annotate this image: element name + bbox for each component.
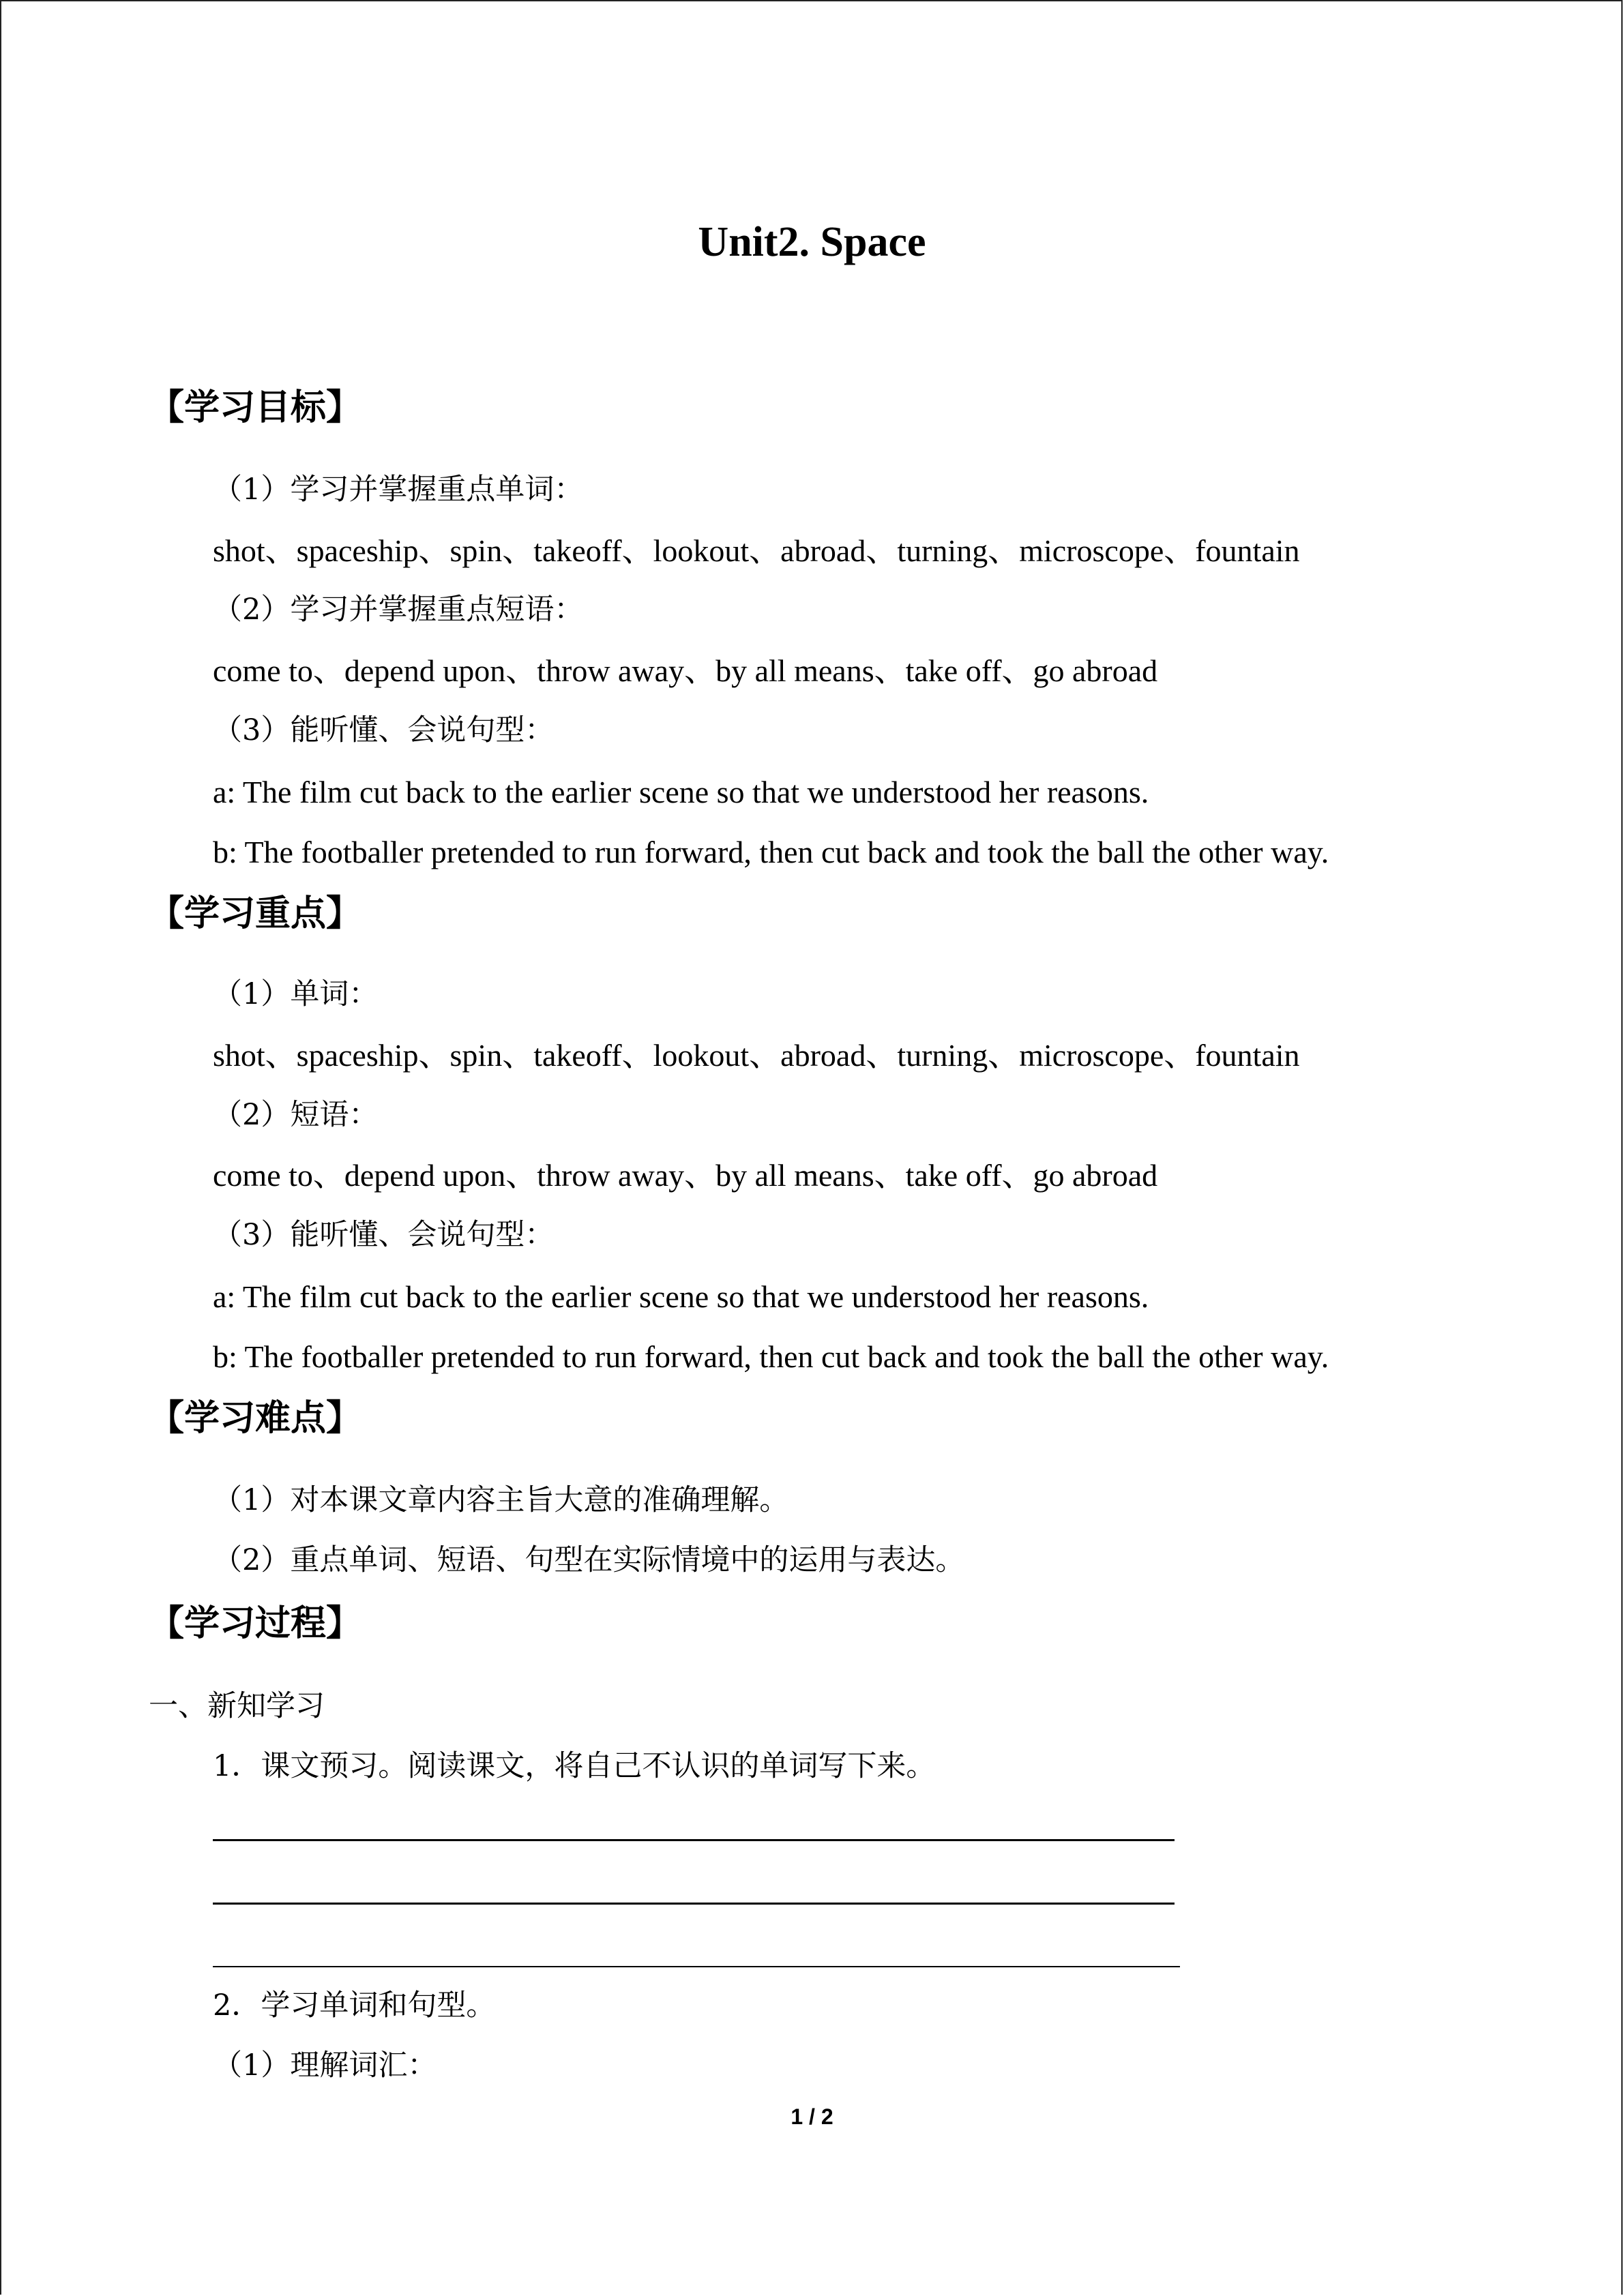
key-points-sentence-a: a: The film cut back to the earlier scene so that we understood her reasons. xyxy=(213,1279,1149,1314)
objectives-sentence-b: b: The footballer pretended to run forward, then cut back and took the ball the other way. xyxy=(213,835,1329,869)
answer-blank-line[interactable] xyxy=(213,1903,1175,1905)
page-number: 1 / 2 xyxy=(791,2104,833,2129)
answer-blank-line[interactable] xyxy=(213,1839,1175,1841)
heading-difficulties: 【学习难点】 xyxy=(149,1398,362,1439)
heading-key-points: 【学习重点】 xyxy=(149,893,362,934)
key-points-phrases: come to、depend upon、throw away、by all means、take off、go abroad xyxy=(213,1158,1158,1193)
difficulties-item-2: （2）重点单词、短语、句型在实际情境中的运用与表达。 xyxy=(213,1543,965,1577)
objectives-sentences-label: （3）能听懂、会说句型： xyxy=(213,713,555,747)
key-points-sentences-label: （3）能听懂、会说句型： xyxy=(213,1218,555,1252)
heading-process: 【学习过程】 xyxy=(149,1603,362,1644)
objectives-words-label: （1）学习并掌握重点单词： xyxy=(213,473,584,507)
objectives-phrases-label: （2）学习并掌握重点短语： xyxy=(213,593,584,627)
answer-blank-line[interactable] xyxy=(213,1966,1180,1967)
key-points-sentence-b: b: The footballer pretended to run forward, then cut back and took the ball the other way. xyxy=(213,1339,1329,1374)
objectives-words: shot、spaceship、spin、takeoff、lookout、abroad、turning、microscope、fountain xyxy=(213,533,1300,568)
difficulties-item-1: （1）对本课文章内容主旨大意的准确理解。 xyxy=(213,1483,789,1517)
key-points-words: shot、spaceship、spin、takeoff、lookout、abroad、turning、microscope、fountain xyxy=(213,1038,1300,1073)
process-part1-title: 一、新知学习 xyxy=(149,1689,325,1723)
objectives-phrases: come to、depend upon、throw away、by all means、take off、go abroad xyxy=(213,653,1158,688)
key-points-words-label: （1）单词： xyxy=(213,977,379,1011)
heading-objectives: 【学习目标】 xyxy=(149,387,362,428)
process-task-1: 1．课文预习。阅读课文，将自己不认识的单词写下来。 xyxy=(213,1749,936,1783)
objectives-sentence-a: a: The film cut back to the earlier scene so that we understood her reasons. xyxy=(213,775,1149,809)
process-task-2-sub-1: （1）理解词汇： xyxy=(213,2048,437,2083)
page-title: Unit2. Space xyxy=(698,219,926,265)
process-task-2: 2．学习单词和句型。 xyxy=(213,1988,496,2023)
key-points-phrases-label: （2）短语： xyxy=(213,1098,379,1132)
